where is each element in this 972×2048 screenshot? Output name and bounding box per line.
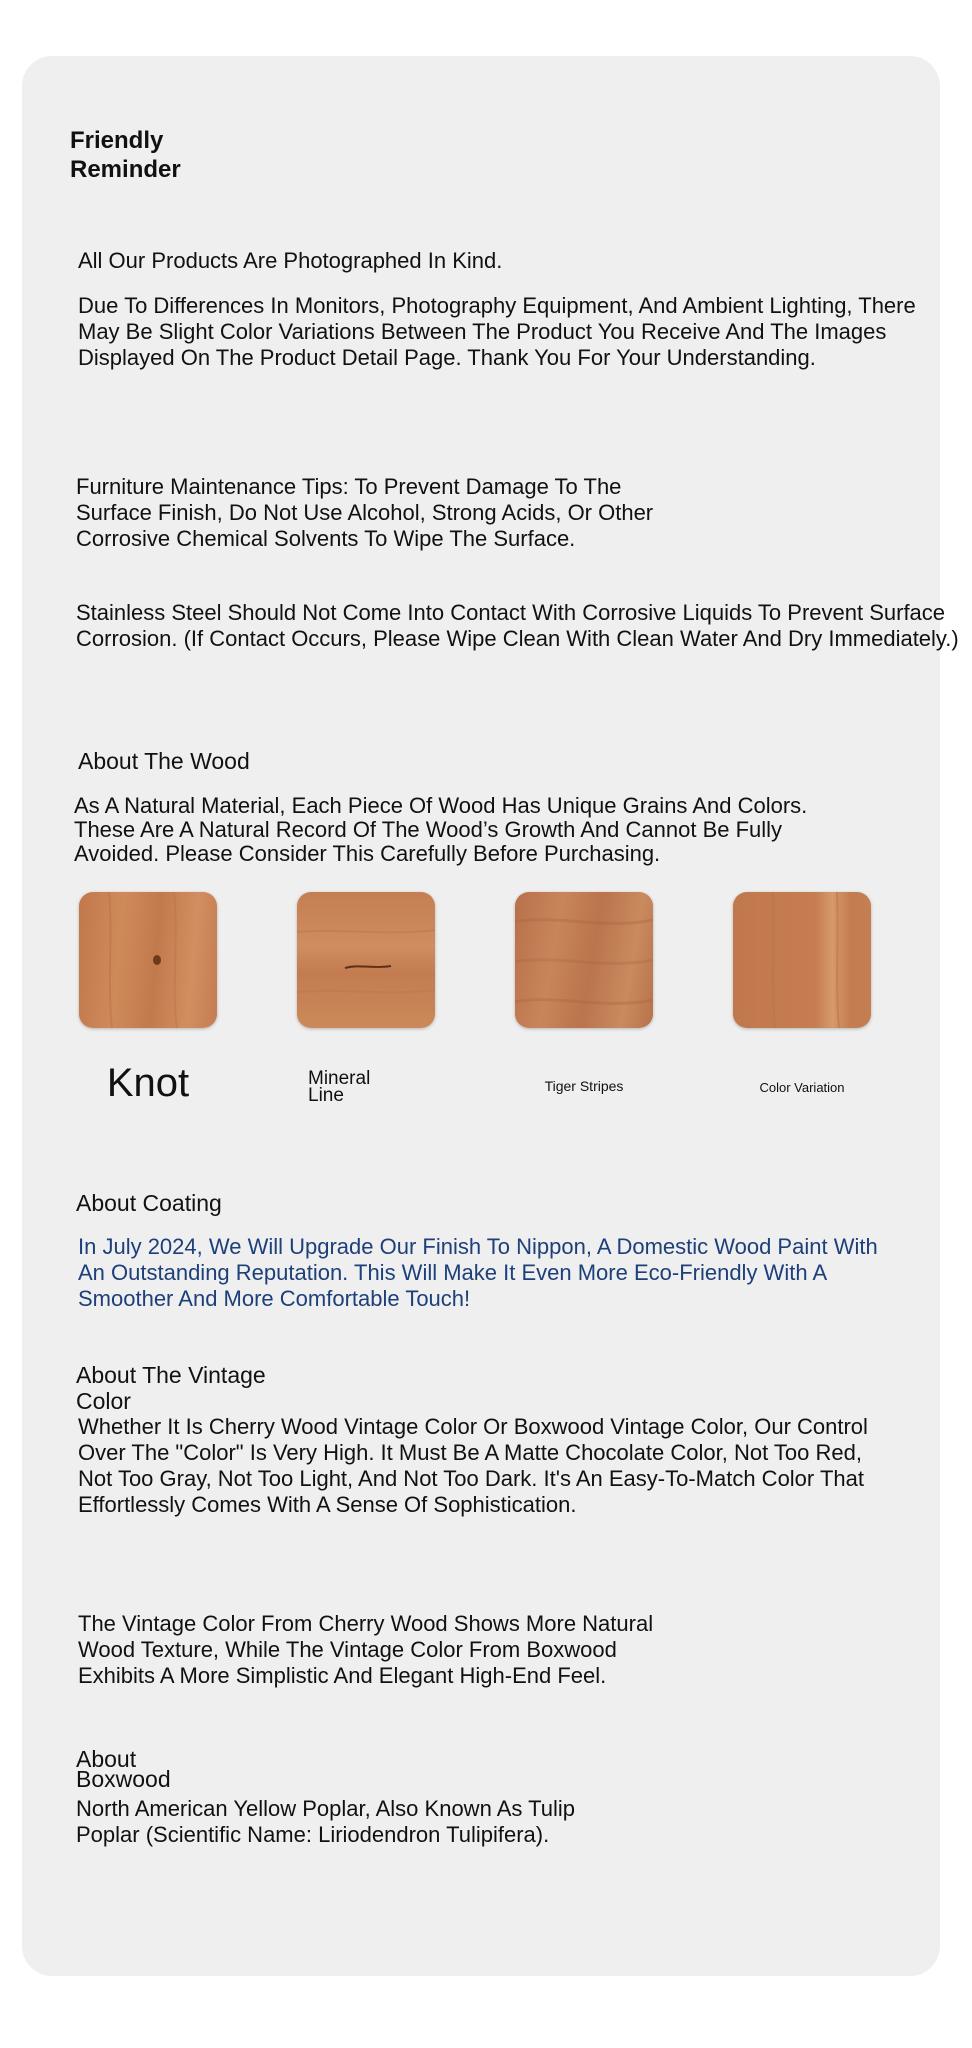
mineral-line-grain-icon	[297, 892, 435, 1028]
swatch-label-mineral-line	[308, 1070, 370, 1104]
swatch-label-color-variation: Color Variation	[759, 1080, 845, 1095]
wood-swatch-color-variation	[733, 892, 871, 1028]
swatch-label-mineral: Mineral	[308, 1068, 371, 1089]
wood-body: As A Natural Material, Each Piece Of Wood Has Unique Grains And Colors. These Are A Natural Record Of The Wood’s Growth And Cannot Be Fully Avoided. Please Consider This Carefully Before Purchasing.	[74, 793, 808, 866]
vintage-heading-line2: Color	[76, 1388, 131, 1414]
photo-note-line1: All Our Products Are Photographed In Kind.	[78, 248, 503, 273]
wood-swatch-knot	[79, 892, 217, 1028]
photo-note-line2: Due To Differences In Monitors, Photography Equipment, And Ambient Lighting, There May Be Slight Color Variations Between The Product You Receive And The Images Displayed On The Product Detail Page. Thank You For Your Understanding.	[78, 293, 916, 370]
reminder-title-line1: Friendly	[70, 127, 164, 154]
knot-grain-icon	[79, 892, 217, 1028]
reminder-title-line2: Reminder	[70, 156, 181, 183]
wood-swatch-tiger-stripes	[515, 892, 653, 1028]
wood-swatch-mineral-line	[297, 892, 435, 1028]
swatch-label-line: Line	[308, 1085, 344, 1106]
vintage-heading-line1: About The Vintage	[76, 1362, 266, 1388]
boxwood-body: North American Yellow Poplar, Also Known As Tulip Poplar (Scientific Name: Liriodendron Tulipifera).	[76, 1796, 575, 1847]
wood-heading: About The Wood	[78, 748, 250, 774]
boxwood-heading	[76, 1746, 171, 1792]
reminder-card	[22, 56, 959, 1976]
coating-body: In July 2024, We Will Upgrade Our Finish To Nippon, A Domestic Wood Paint With An Outstanding Reputation. This Will Make It Even More Eco-Friendly With A Smoother And More Comfortable Touch!	[78, 1234, 878, 1311]
reminder-title	[70, 126, 290, 184]
vintage-heading	[76, 1362, 266, 1414]
maintenance-tip: Furniture Maintenance Tips: To Prevent Damage To The Surface Finish, Do Not Use Alcohol, Strong Acids, Or Other Corrosive Chemical Solvents To Wipe The Surface.	[76, 474, 654, 551]
swatch-label-knot: Knot	[106, 1061, 190, 1105]
vintage-body-2: The Vintage Color From Cherry Wood Shows More Natural Wood Texture, While The Vintage Color From Boxwood Exhibits A More Simplistic And Elegant High-End Feel.	[78, 1611, 654, 1688]
coating-heading: About Coating	[76, 1190, 222, 1216]
stainless-steel-note: Stainless Steel Should Not Come Into Contact With Corrosive Liquids To Prevent Surface Corrosion. (If Contact Occurs, Please Wipe Clean With Clean Water And Dry Immediately.)	[76, 600, 959, 651]
swatch-label-tiger-stripes: Tiger Stripes	[544, 1078, 624, 1094]
tiger-stripes-grain-icon	[515, 892, 653, 1028]
boxwood-heading-line1: About	[76, 1746, 137, 1772]
vintage-body-1: Whether It Is Cherry Wood Vintage Color Or Boxwood Vintage Color, Our Control Over The "Color" Is Very High. It Must Be A Matte Chocolate Color, Not Too Red, Not Too Gray, Not Too Light, And Not Too Dark. It's An Easy-To-Match Color That Effortlessly Comes With A Sense Of Sophistication.	[78, 1414, 868, 1517]
boxwood-heading-line2: Boxwood	[76, 1766, 171, 1792]
color-variation-grain-icon	[733, 892, 871, 1028]
